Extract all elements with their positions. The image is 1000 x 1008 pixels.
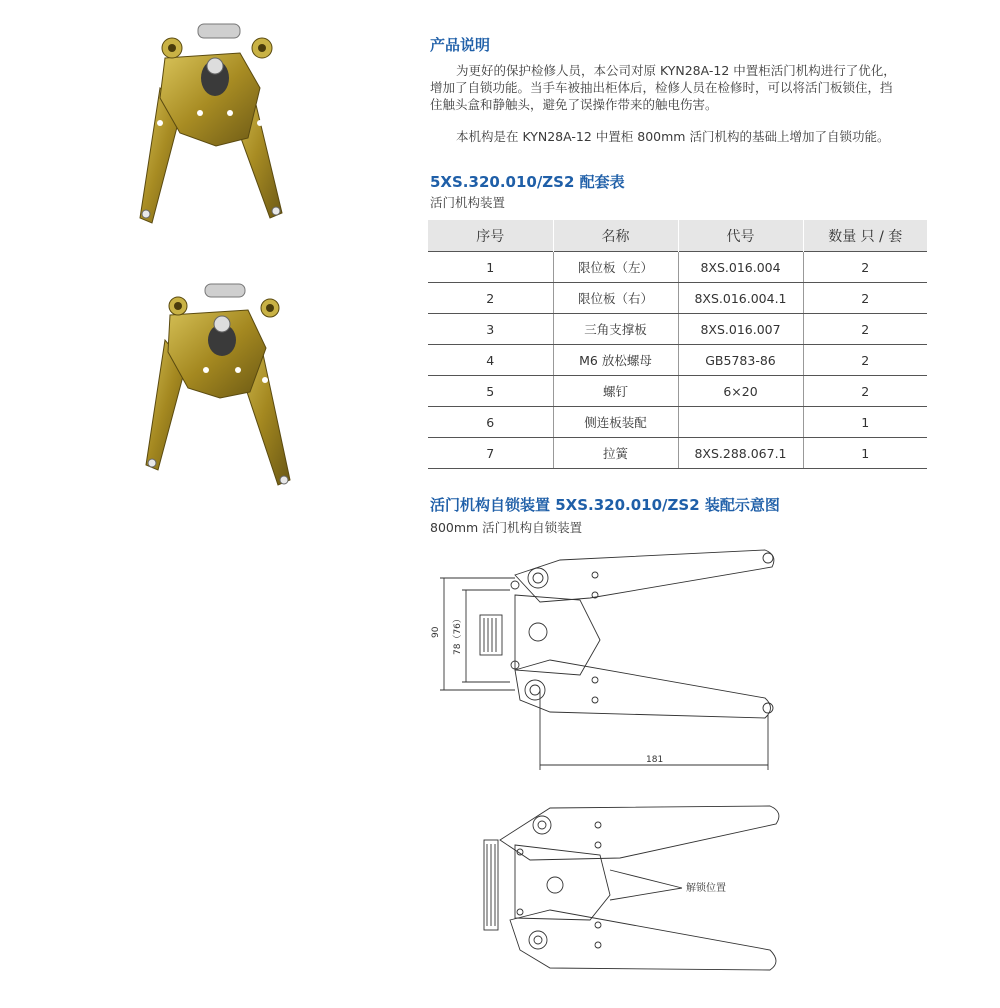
cell-code: 6×20 <box>678 376 803 407</box>
cell-name: M6 放松螺母 <box>553 345 678 376</box>
cell-quantity: 2 <box>803 252 927 283</box>
description-line-1: 为更好的保护检修人员，本公司对原 KYN28A-12 中置柜活门机构进行了优化， <box>456 63 896 78</box>
cell-code: 8XS.288.067.1 <box>678 438 803 469</box>
diagram-subtitle: 800mm 活门机构自锁装置 <box>430 520 583 535</box>
table-row <box>428 283 927 314</box>
mechanism-photo-bottom <box>130 280 320 495</box>
cell-name: 拉簧 <box>553 438 678 469</box>
table-row <box>428 345 927 376</box>
cell-name: 限位板（左） <box>553 252 678 283</box>
header-name: 名称 <box>553 220 678 252</box>
cell-quantity: 2 <box>803 283 927 314</box>
header-index: 序号 <box>428 220 553 252</box>
cell-index: 4 <box>428 345 553 376</box>
cell-code <box>678 407 803 438</box>
dim-90-label: 90 <box>431 626 441 638</box>
cell-name: 螺钉 <box>553 376 678 407</box>
assembly-drawing-locked <box>420 540 800 770</box>
table-row <box>428 407 927 438</box>
cell-quantity: 2 <box>803 314 927 345</box>
cell-name: 三角支撑板 <box>553 314 678 345</box>
mechanism-photo-top <box>120 18 320 238</box>
cell-index: 2 <box>428 283 553 314</box>
table-row <box>428 376 927 407</box>
assembly-drawing-unlock <box>470 800 790 980</box>
cell-index: 3 <box>428 314 553 345</box>
cell-quantity: 1 <box>803 407 927 438</box>
description-title: 产品说明 <box>430 36 491 54</box>
unlock-position-label: 解锁位置 <box>686 883 726 894</box>
cell-index: 5 <box>428 376 553 407</box>
table-row <box>428 252 927 283</box>
description-line-3: 住触头盒和静触头，避免了误操作带来的触电伤害。 <box>430 97 718 112</box>
cell-code: 8XS.016.004 <box>678 252 803 283</box>
diagram-title: 活门机构自锁装置 5XS.320.010/ZS2 装配示意图 <box>430 496 780 514</box>
cell-code: 8XS.016.007 <box>678 314 803 345</box>
cell-code: 8XS.016.004.1 <box>678 283 803 314</box>
dim-78-label: 78（76） <box>453 614 463 655</box>
description-line-2: 增加了自锁功能。当手车被抽出柜体后，检修人员在检修时，可以将活门板锁住，挡 <box>430 80 893 95</box>
cell-name: 侧连板装配 <box>553 407 678 438</box>
parts-table-subtitle: 活门机构装置 <box>430 195 506 210</box>
cell-name: 限位板（右） <box>553 283 678 314</box>
table-row <box>428 314 927 345</box>
cell-index: 7 <box>428 438 553 469</box>
header-code: 代号 <box>678 220 803 252</box>
cell-quantity: 2 <box>803 376 927 407</box>
parts-table <box>428 220 927 469</box>
cell-code: GB5783-86 <box>678 345 803 376</box>
description-paragraph-1 <box>430 62 930 113</box>
cell-quantity: 2 <box>803 345 927 376</box>
cell-quantity: 1 <box>803 438 927 469</box>
description-paragraph-2: 本机构是在 KYN28A-12 中置柜 800mm 活门机构的基础上增加了自锁功能。 <box>456 129 890 144</box>
cell-index: 6 <box>428 407 553 438</box>
parts-table-title: 5XS.320.010/ZS2 配套表 <box>430 173 625 191</box>
dim-181-label: 181 <box>646 755 664 765</box>
header-quantity: 数量 只 / 套 <box>803 220 927 252</box>
table-header-row <box>428 220 927 252</box>
table-row <box>428 438 927 469</box>
cell-index: 1 <box>428 252 553 283</box>
